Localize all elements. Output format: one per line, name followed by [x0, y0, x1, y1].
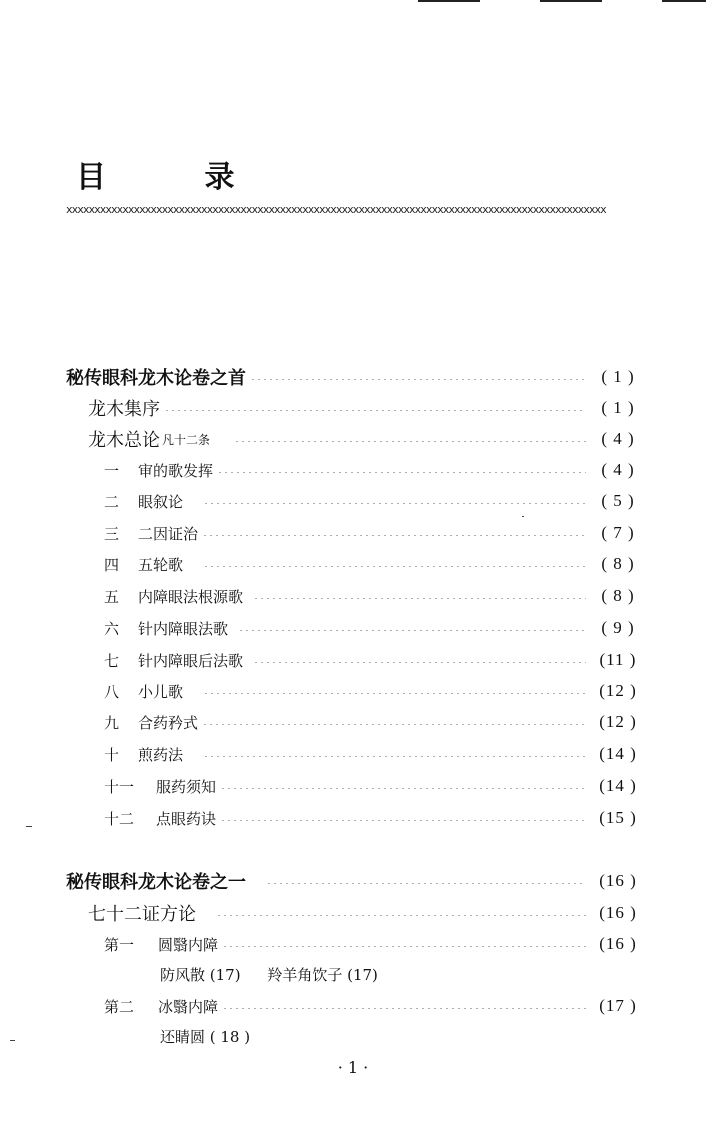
toc-title: 冰翳内障	[158, 997, 219, 1016]
page-title: 目 录	[76, 160, 279, 195]
toc-title: 秘传眼科龙木论卷之首	[66, 368, 246, 389]
toc-entry[interactable]	[0, 866, 706, 896]
toc-title: 小儿歌	[138, 682, 184, 701]
toc-title: 龙木集序	[88, 399, 160, 420]
toc-entry[interactable]	[0, 393, 706, 423]
scan-speck	[522, 516, 524, 517]
ornamental-border: xxxxxxxxxxxxxxxxxxxxxxxxxxxxxxxxxxxxxxxxxxxxxxxxxxxxxxxxxxxxxxxxxxxxxxxxxxxxxxxxxxxxxxxxxxxxxxxx	[66, 204, 606, 216]
page-number: (12 )	[599, 712, 637, 731]
page-number: (16 )	[599, 871, 637, 890]
page-number: (14 )	[599, 744, 637, 763]
dot-leader	[202, 724, 586, 725]
page-number: ( 1 )	[601, 398, 635, 417]
dot-leader	[238, 630, 586, 631]
dot-leader	[217, 472, 586, 473]
dot-leader	[220, 820, 586, 821]
dot-leader	[203, 566, 586, 567]
dot-leader	[250, 379, 586, 380]
toc-entry[interactable]	[0, 803, 706, 833]
dot-leader	[266, 883, 586, 884]
page-number: (15 )	[599, 808, 637, 827]
page-number: ( 5 )	[601, 491, 635, 510]
formula-item: 防风散 (17)	[160, 966, 241, 984]
toc-title: 秘传眼科龙木论卷之一	[66, 872, 246, 893]
toc-title: 服药须知	[156, 777, 217, 796]
toc-entry[interactable]	[0, 898, 706, 928]
toc-title: 针内障眼法歌	[138, 619, 229, 638]
page-number: ( 7 )	[601, 523, 635, 542]
dot-leader	[253, 662, 586, 663]
toc-entry[interactable]	[0, 613, 706, 643]
toc-entry[interactable]	[0, 581, 706, 611]
page-number: (12 )	[599, 681, 637, 700]
dot-leader	[222, 946, 586, 947]
toc-title: 审的歌发挥	[138, 461, 214, 480]
toc-number: 三	[104, 524, 120, 543]
dot-leader	[202, 535, 586, 536]
toc-number: 第二	[104, 997, 135, 1016]
page-number: ( 9 )	[601, 618, 635, 637]
dot-leader	[222, 1008, 586, 1009]
page-number: (11 )	[599, 650, 637, 669]
toc-number: 四	[104, 555, 120, 574]
toc-entry[interactable]	[0, 739, 706, 769]
page-number: ( 8 )	[601, 554, 635, 573]
dot-leader	[203, 503, 586, 504]
toc-entry[interactable]	[0, 991, 706, 1021]
toc-number: 五	[104, 587, 120, 606]
toc-number: 六	[104, 619, 120, 638]
toc-title: 煎药法	[138, 745, 184, 764]
toc-entry[interactable]	[0, 707, 706, 737]
toc-note: 凡十二条	[162, 432, 211, 447]
toc-title: 七十二证方论	[88, 904, 196, 925]
dot-leader	[203, 756, 586, 757]
toc-entry[interactable]	[0, 455, 706, 485]
toc-title: 点眼药诀	[156, 809, 217, 828]
toc-entry[interactable]	[0, 362, 706, 392]
toc-title: 二因证治	[138, 524, 199, 543]
toc-number: 十	[104, 745, 120, 764]
toc-entry[interactable]	[0, 645, 706, 675]
toc-entry[interactable]	[0, 771, 706, 801]
scan-speck	[26, 826, 32, 827]
dot-leader	[216, 915, 586, 916]
dot-leader	[203, 693, 586, 694]
toc-number: 一	[104, 461, 120, 480]
formula-item: 羚羊角饮子 (17)	[267, 966, 378, 984]
page-number: ( 1 )	[601, 367, 635, 386]
top-rule-3	[662, 0, 706, 2]
toc-number: 八	[104, 682, 120, 701]
top-rule-1	[418, 0, 480, 2]
dot-leader	[220, 788, 586, 789]
toc-number: 二	[104, 492, 120, 511]
page-number: (14 )	[599, 776, 637, 795]
formula-list	[160, 964, 400, 985]
toc-number: 九	[104, 713, 120, 732]
toc-entry[interactable]	[0, 518, 706, 548]
dot-leader	[164, 410, 586, 411]
toc-number: 第一	[104, 935, 135, 954]
toc-title: 眼叙论	[138, 492, 184, 511]
formula-item: 还睛圆 ( 18 )	[160, 1028, 251, 1046]
toc-title: 针内障眼后法歌	[138, 651, 244, 670]
toc-title: 内障眼法根源歌	[138, 587, 244, 606]
dot-leader	[234, 441, 586, 442]
page-number: ( 4 )	[601, 429, 635, 448]
page-footer: · 1 ·	[337, 1058, 369, 1077]
top-rule-2	[540, 0, 602, 2]
toc-title: 圆翳内障	[158, 935, 219, 954]
page-number: (17 )	[599, 996, 637, 1015]
scan-speck	[10, 1040, 15, 1041]
toc-entry[interactable]	[0, 424, 706, 454]
page-number: (16 )	[599, 903, 637, 922]
formula-list	[160, 1026, 272, 1047]
toc-entry[interactable]	[0, 676, 706, 706]
page-number: ( 4 )	[601, 460, 635, 479]
toc-number: 十二	[104, 809, 135, 828]
toc-entry[interactable]	[0, 486, 706, 516]
toc-number: 七	[104, 651, 120, 670]
dot-leader	[253, 598, 586, 599]
toc-entry[interactable]	[0, 549, 706, 579]
page-number: ( 8 )	[601, 586, 635, 605]
page-number: (16 )	[599, 934, 637, 953]
toc-number: 十一	[104, 777, 135, 796]
toc-title: 五轮歌	[138, 555, 184, 574]
toc-entry[interactable]	[0, 929, 706, 959]
toc-title: 龙木总论	[88, 430, 160, 451]
toc-title: 合药矜式	[138, 713, 199, 732]
